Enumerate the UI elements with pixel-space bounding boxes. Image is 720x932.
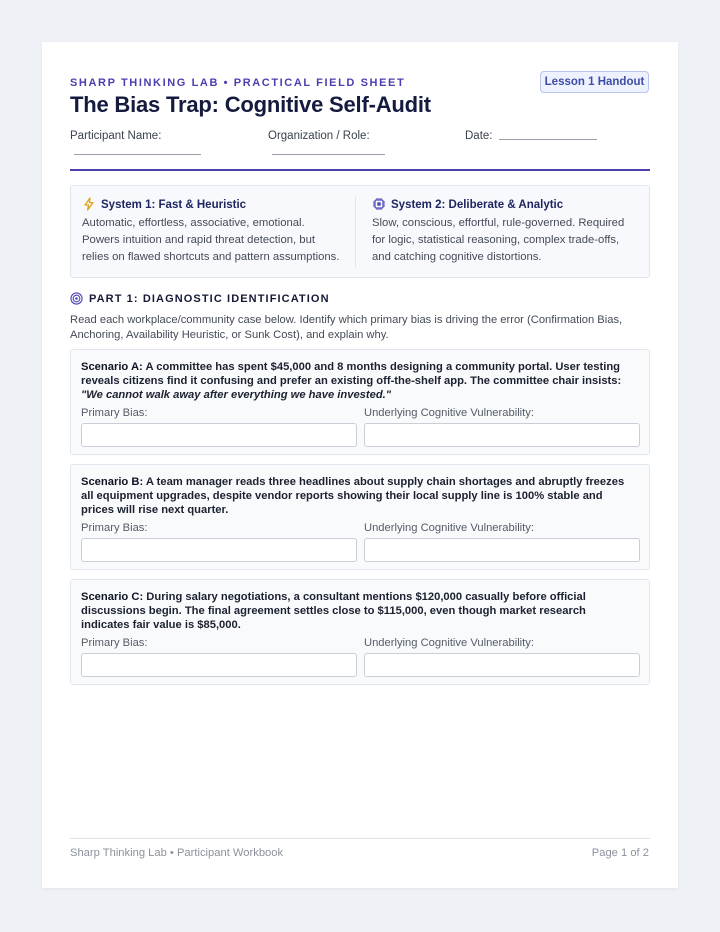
part1-heading: PART 1: DIAGNOSTIC IDENTIFICATION [70,292,330,305]
scenario-b-vulnerability-label: Underlying Cognitive Vulnerability: [364,522,534,534]
scenario-a-primary-bias-input[interactable] [81,423,357,447]
systems-panel [70,185,650,278]
date-line[interactable] [499,139,597,140]
footer-divider [70,838,650,839]
scenario-a-vulnerability-label: Underlying Cognitive Vulnerability: [364,407,534,419]
worksheet-page [42,42,678,888]
system1-title: System 1: Fast & Heuristic [101,199,247,211]
systems-divider [355,196,356,268]
cpu-chip-icon [372,197,386,211]
lesson-badge: Lesson 1 Handout [540,71,649,93]
scenario-a-vulnerability-input[interactable] [364,423,640,447]
participant-name-label: Participant Name: [70,130,162,142]
page-number: Page 1 of 2 [591,847,649,859]
system2-title: System 2: Deliberate & Analytic [391,199,564,211]
scenario-a-text: Scenario A: A committee has spent $45,000 and 8 months designing a community portal. User testing reveals citizens find it confusing and prefer an existing off-the-shelf app. The committee chair insists: "We cannot walk away after everything we have invested." [81,361,622,401]
scenario-c-primary-bias-label: Primary Bias: [81,637,148,649]
scenario-c-vulnerability-input[interactable] [364,653,640,677]
eyebrow-label: SHARP THINKING LAB • PRACTICAL FIELD SHEET [70,77,406,89]
organization-role-line[interactable] [272,154,385,155]
scenario-a-primary-bias-label: Primary Bias: [81,407,148,419]
organization-role-label: Organization / Role: [268,130,370,142]
target-icon [70,292,83,305]
scenario-card-c [70,579,650,685]
header-divider [70,169,650,171]
lightning-icon [82,197,96,211]
date-label: Date: [465,130,493,142]
scenario-b-text: Scenario B: A team manager reads three headlines about supply chain shortages and abruptly freezes all equipment upgrades, despite vendor reports showing their local supply line is 100% stable and prices will rise next quarter. [81,476,625,516]
scenario-b-vulnerability-input[interactable] [364,538,640,562]
scenario-b-primary-bias-input[interactable] [81,538,357,562]
system2-description: Slow, conscious, effortful, rule-governed. Required for logic, statistical reasoning, complex trade-offs, and catching cognitive distortions. [372,217,625,263]
scenario-card-a [70,349,650,455]
scenario-c-text: Scenario C: During salary negotiations, a consultant mentions $120,000 casually before official discussions begin. The final agreement settles close to $115,000, even though market research indicates fair value is $85,000. [81,591,586,631]
part1-instructions: Read each workplace/community case below. Identify which primary bias is driving the error (Confirmation Bias, Anchoring, Availability Heuristic, or Sunk Cost), and explain why. [70,314,623,341]
footer-workbook-label: Sharp Thinking Lab • Participant Workbook [70,847,284,859]
scenario-c-vulnerability-label: Underlying Cognitive Vulnerability: [364,637,534,649]
system1-description: Automatic, effortless, associative, emotional. Powers intuition and rapid threat detection, but relies on flawed shortcuts and pattern assumptions. [82,217,340,263]
participant-name-line[interactable] [74,154,201,155]
scenario-b-primary-bias-label: Primary Bias: [81,522,148,534]
page-title: The Bias Trap: Cognitive Self-Audit [70,92,431,117]
scenario-card-b [70,464,650,570]
scenario-c-primary-bias-input[interactable] [81,653,357,677]
